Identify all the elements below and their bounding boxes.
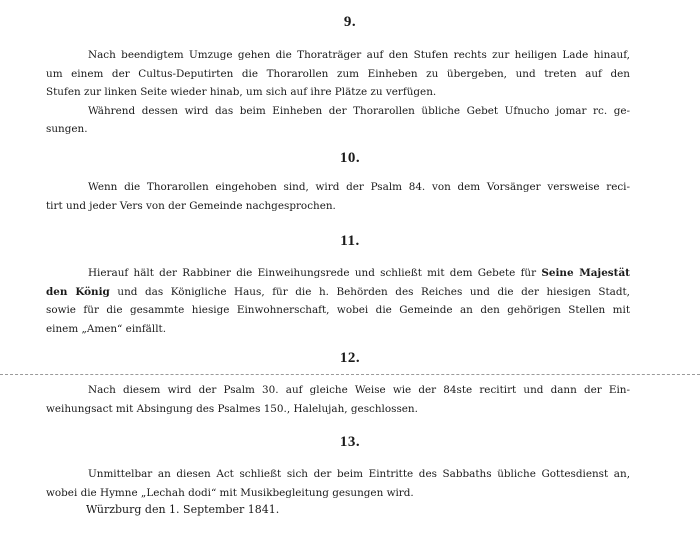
text-line	[46, 283, 630, 302]
place-date-signature: Würzburg den 1. September 1841.	[86, 503, 280, 516]
text-line: Unmittelbar an diesen Act schließt sich der beim Eintritte des Sabbaths übliche Gottesdienst an,	[88, 468, 630, 480]
text-line: um einem der Cultus-Deputirten die Thorarollen zum Einheben zu übergeben, und treten auf den	[46, 67, 630, 80]
section-paragraph	[46, 46, 630, 139]
bold-text-run: Seine Majestät	[541, 267, 630, 279]
section-paragraph	[46, 381, 630, 418]
text-run: und das Königliche Haus, für die h. Behörden des Reiches und die der hiesigen Stadt,	[117, 285, 630, 298]
page-fold-divider	[0, 374, 700, 375]
section-number: 11.	[340, 233, 360, 249]
section-paragraph	[46, 264, 630, 338]
text-line: weihungsact mit Absingung des Psalmes 150., Halelujah, geschlossen.	[46, 402, 418, 415]
text-line: einem „Amen“ einfällt.	[46, 322, 166, 335]
text-line: sowie für die gesammte hiesige Einwohnerschaft, wobei die Gemeinde an den gehörigen Stellen mit	[46, 304, 630, 316]
section-number: 12.	[339, 350, 361, 366]
bold-text-run: den König	[46, 285, 110, 298]
text-line: tirt und jeder Vers von der Gemeinde nachgesprochen.	[46, 199, 336, 212]
section-paragraph	[46, 465, 630, 502]
text-line	[46, 264, 630, 283]
section-number: 10.	[339, 150, 361, 166]
text-line: Wenn die Thorarollen eingehoben sind, wird der Psalm 84. von dem Vorsänger versweise reci-	[88, 181, 630, 193]
section-number: 13.	[339, 434, 361, 450]
text-line: Während dessen wird das beim Einheben der Thorarollen übliche Gebet Ufnucho jomar rc. ge-	[88, 104, 630, 117]
section-paragraph	[46, 178, 630, 215]
text-line: sungen.	[46, 123, 88, 135]
section-number: 9.	[343, 14, 357, 30]
text-line: Nach beendigtem Umzuge gehen die Thoraträger auf den Stufen rechts zur heiligen Lade hinauf,	[88, 49, 630, 61]
text-run: Hierauf hält der Rabbiner die Einweihungsrede und schließt mit dem Gebete für	[88, 267, 537, 279]
text-line: Stufen zur linken Seite wieder hinab, um sich auf ihre Plätze zu verfügen.	[46, 86, 437, 98]
text-line: Nach diesem wird der Psalm 30. auf gleiche Weise wie der 84ste recitirt und dann der Ein-	[88, 384, 630, 396]
text-line: wobei die Hymne „Lechah dodi“ mit Musikbegleitung gesungen wird.	[46, 486, 414, 499]
